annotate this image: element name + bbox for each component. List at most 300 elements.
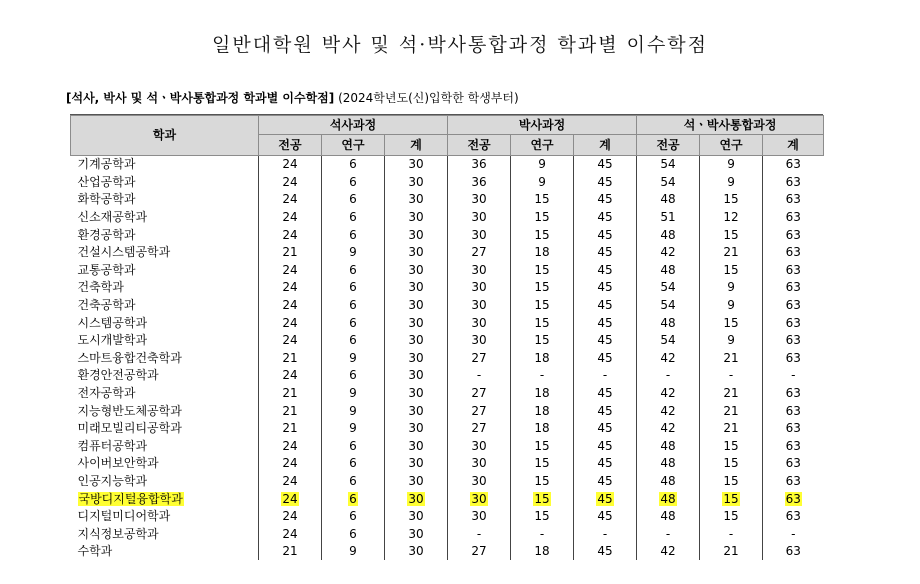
credit-value: 27 <box>471 421 487 436</box>
credit-cell <box>637 226 700 244</box>
credit-cell <box>637 332 700 350</box>
credit-cell <box>574 402 637 420</box>
credit-value: 24 <box>282 491 298 506</box>
credit-value: 9 <box>538 157 546 172</box>
credit-cell <box>511 191 574 209</box>
credit-cell <box>448 490 511 508</box>
credit-value: 24 <box>282 192 298 207</box>
credit-value: 24 <box>282 526 298 541</box>
dept-name: 건축학과 <box>77 280 124 295</box>
credit-cell <box>322 473 385 491</box>
group-header-integrated: 석ㆍ박사통합과정 <box>637 116 824 135</box>
credit-cell <box>385 244 448 262</box>
credit-cell <box>637 209 700 227</box>
credit-cell <box>259 174 322 192</box>
credit-cell <box>259 402 322 420</box>
credit-cell <box>322 244 385 262</box>
credit-cell <box>322 385 385 403</box>
credit-value: 30 <box>471 315 487 330</box>
credit-value: 30 <box>408 403 424 418</box>
credit-cell <box>448 508 511 526</box>
credit-cell <box>511 420 574 438</box>
credit-value: 63 <box>785 210 801 225</box>
credit-value: 18 <box>534 350 550 365</box>
credit-value: - <box>602 368 608 383</box>
sub-header-research: 연구 <box>700 135 763 156</box>
credit-value: 42 <box>660 544 676 559</box>
credit-value: 63 <box>785 456 801 471</box>
credit-cell <box>763 244 824 262</box>
credit-cell <box>574 438 637 456</box>
table-row <box>71 367 824 385</box>
credit-value: 9 <box>727 174 735 189</box>
credit-value: - <box>791 526 796 541</box>
credit-value: 63 <box>785 403 801 418</box>
credit-cell <box>700 191 763 209</box>
credit-cell <box>763 473 824 491</box>
credit-cell <box>637 473 700 491</box>
dept-name: 인공지능학과 <box>77 473 148 488</box>
table-row <box>71 156 824 174</box>
credit-value: 45 <box>597 350 613 365</box>
credit-value: 30 <box>408 544 424 559</box>
credit-cell <box>385 279 448 297</box>
credit-value: 21 <box>282 386 298 401</box>
credit-cell <box>385 174 448 192</box>
table-row <box>71 490 824 508</box>
credit-cell <box>322 297 385 315</box>
credit-value: 6 <box>349 368 357 383</box>
credit-cell <box>259 191 322 209</box>
dept-name: 도시개발학과 <box>77 333 148 348</box>
dept-name: 건축공학과 <box>77 298 136 313</box>
credit-value: 30 <box>408 421 424 436</box>
dept-name-cell <box>71 438 259 456</box>
credit-cell <box>511 174 574 192</box>
credit-cell <box>511 490 574 508</box>
credit-cell <box>448 279 511 297</box>
credit-cell <box>637 191 700 209</box>
credit-value: 27 <box>471 350 487 365</box>
credit-cell <box>448 191 511 209</box>
table-row <box>71 226 824 244</box>
credit-value: 48 <box>660 456 676 471</box>
credit-value: 45 <box>597 438 613 453</box>
credit-value: 15 <box>723 456 739 471</box>
credit-cell <box>448 156 511 174</box>
credit-cell <box>637 279 700 297</box>
dept-name: 시스템공학과 <box>77 315 148 330</box>
credit-value: 9 <box>349 544 357 559</box>
dept-name: 수학과 <box>77 544 113 559</box>
credit-cell <box>385 473 448 491</box>
table-row <box>71 209 824 227</box>
credit-value: 48 <box>660 262 676 277</box>
credit-cell <box>385 402 448 420</box>
group-header-doctoral: 박사과정 <box>448 116 637 135</box>
credit-value: 15 <box>723 315 739 330</box>
credit-cell <box>385 455 448 473</box>
credit-cell <box>637 525 700 543</box>
credit-cell <box>574 191 637 209</box>
credit-cell <box>259 350 322 368</box>
credit-value: 6 <box>349 227 357 242</box>
dept-name-cell <box>71 174 259 192</box>
credit-value: 9 <box>727 298 735 313</box>
credit-value: 15 <box>534 473 550 488</box>
credit-value: 48 <box>660 192 676 207</box>
credit-value: 30 <box>471 456 487 471</box>
credit-value: 6 <box>349 438 357 453</box>
credit-value: 18 <box>534 386 550 401</box>
credit-value: 15 <box>534 315 550 330</box>
dept-name-cell <box>71 191 259 209</box>
credit-cell <box>700 279 763 297</box>
credit-cell <box>637 455 700 473</box>
credit-value: 21 <box>723 544 739 559</box>
credit-cell <box>385 209 448 227</box>
credit-cell <box>259 262 322 280</box>
credit-value: 30 <box>471 509 487 524</box>
credit-value: 30 <box>408 157 424 172</box>
credit-value: 30 <box>408 491 424 506</box>
credit-value: 21 <box>723 350 739 365</box>
credit-cell <box>637 262 700 280</box>
dept-name-cell <box>71 473 259 491</box>
credit-value: 30 <box>471 280 487 295</box>
credit-value: 15 <box>534 456 550 471</box>
credit-value: 15 <box>534 491 550 506</box>
credit-value: 45 <box>597 386 613 401</box>
credit-value: 21 <box>282 544 298 559</box>
credit-cell <box>700 455 763 473</box>
credit-value: 6 <box>349 526 357 541</box>
credit-value: 45 <box>597 227 613 242</box>
credit-cell <box>700 262 763 280</box>
credit-cell <box>511 262 574 280</box>
credit-value: 9 <box>349 386 357 401</box>
credit-value: 15 <box>534 298 550 313</box>
credit-cell <box>763 156 824 174</box>
credit-value: 63 <box>785 386 801 401</box>
credit-cell <box>637 174 700 192</box>
credit-cell <box>763 191 824 209</box>
credit-cell <box>385 367 448 385</box>
credit-cell <box>511 367 574 385</box>
credit-cell <box>574 525 637 543</box>
credits-table <box>70 115 824 560</box>
dept-name-cell <box>71 455 259 473</box>
credit-cell <box>259 156 322 174</box>
sub-header-total: 계 <box>574 135 637 156</box>
credit-value: 48 <box>660 491 676 506</box>
credit-cell <box>574 455 637 473</box>
credit-value: 48 <box>660 509 676 524</box>
credit-value: 21 <box>723 421 739 436</box>
credit-value: 15 <box>534 210 550 225</box>
dept-name-cell <box>71 350 259 368</box>
credit-value: - <box>539 368 545 383</box>
credit-value: 12 <box>723 210 739 225</box>
credit-value: 6 <box>349 262 357 277</box>
credit-cell <box>322 543 385 560</box>
credit-value: 63 <box>785 262 801 277</box>
dept-name-cell <box>71 297 259 315</box>
table-row <box>71 402 824 420</box>
credit-cell <box>448 455 511 473</box>
credit-value: 63 <box>785 280 801 295</box>
credit-cell <box>259 455 322 473</box>
credit-value: 30 <box>408 298 424 313</box>
credit-value: 24 <box>282 473 298 488</box>
credit-value: 9 <box>349 403 357 418</box>
credit-cell <box>574 156 637 174</box>
dept-name-cell <box>71 543 259 560</box>
credit-value: 24 <box>282 157 298 172</box>
credit-cell <box>322 350 385 368</box>
document-title: 일반대학원 박사 및 석·박사통합과정 학과별 이수학점 <box>211 34 709 56</box>
credit-cell <box>511 455 574 473</box>
credit-cell <box>322 525 385 543</box>
group-header-masters: 석사과정 <box>259 116 448 135</box>
credit-value: 30 <box>408 227 424 242</box>
sub-header-total: 계 <box>385 135 448 156</box>
credit-cell <box>700 314 763 332</box>
credit-cell <box>448 473 511 491</box>
table-row <box>71 473 824 491</box>
credit-cell <box>637 490 700 508</box>
dept-name-cell <box>71 525 259 543</box>
credit-cell <box>448 209 511 227</box>
credit-value: 6 <box>349 157 357 172</box>
dept-name-cell <box>71 314 259 332</box>
credit-cell <box>763 174 824 192</box>
credit-value: 48 <box>660 315 676 330</box>
dept-name-cell <box>71 262 259 280</box>
credit-value: 15 <box>534 438 550 453</box>
credit-value: 63 <box>785 509 801 524</box>
dept-name-cell <box>71 402 259 420</box>
dept-name: 환경안전공학과 <box>77 368 159 383</box>
sub-header-major: 전공 <box>259 135 322 156</box>
dept-name-cell <box>71 209 259 227</box>
credit-cell <box>700 244 763 262</box>
credit-value: 45 <box>597 456 613 471</box>
credit-cell <box>322 226 385 244</box>
credit-cell <box>763 402 824 420</box>
dept-name-cell <box>71 226 259 244</box>
credit-cell <box>259 297 322 315</box>
table-row <box>71 279 824 297</box>
credit-cell <box>763 438 824 456</box>
credit-value: 63 <box>785 227 801 242</box>
credit-value: 6 <box>349 473 357 488</box>
dept-name: 화학공학과 <box>77 192 136 207</box>
credit-cell <box>259 438 322 456</box>
credit-value: 45 <box>597 262 613 277</box>
dept-name-cell <box>71 279 259 297</box>
dept-name-cell <box>71 508 259 526</box>
credit-value: 54 <box>660 174 676 189</box>
credit-value: 63 <box>785 350 801 365</box>
credit-cell <box>637 350 700 368</box>
credit-value: 30 <box>408 280 424 295</box>
credit-value: 63 <box>785 473 801 488</box>
credit-cell <box>763 279 824 297</box>
credit-cell <box>637 156 700 174</box>
dept-name: 국방디지털융합학과 <box>78 491 183 506</box>
credit-cell <box>259 332 322 350</box>
credit-value: 36 <box>471 157 487 172</box>
dept-name: 사이버보안학과 <box>77 456 159 471</box>
credit-value: 6 <box>349 192 357 207</box>
credit-value: 45 <box>597 544 613 559</box>
credit-cell <box>511 332 574 350</box>
credit-value: 30 <box>408 174 424 189</box>
credit-cell <box>574 297 637 315</box>
credit-cell <box>763 508 824 526</box>
credit-cell <box>700 226 763 244</box>
credit-cell <box>637 314 700 332</box>
table-row <box>71 525 824 543</box>
sub-header-research: 연구 <box>511 135 574 156</box>
credit-value: 45 <box>597 333 613 348</box>
credit-cell <box>385 332 448 350</box>
credit-value: 21 <box>282 421 298 436</box>
credit-cell <box>574 174 637 192</box>
credit-cell <box>511 438 574 456</box>
credit-value: 18 <box>534 544 550 559</box>
dept-name: 컴퓨터공학과 <box>77 438 148 453</box>
credit-cell <box>637 543 700 560</box>
credit-cell <box>511 314 574 332</box>
credit-cell <box>574 473 637 491</box>
credit-value: 45 <box>597 245 613 260</box>
credit-cell <box>511 543 574 560</box>
dept-name-cell <box>71 332 259 350</box>
credit-cell <box>259 367 322 385</box>
credit-value: 30 <box>471 491 487 506</box>
credit-cell <box>259 525 322 543</box>
credit-cell <box>322 490 385 508</box>
credit-cell <box>448 244 511 262</box>
credit-cell <box>511 209 574 227</box>
dept-name: 환경공학과 <box>77 227 136 242</box>
credit-cell <box>574 226 637 244</box>
table-row <box>71 455 824 473</box>
credit-cell <box>259 473 322 491</box>
credit-cell <box>637 508 700 526</box>
credit-cell <box>448 402 511 420</box>
credit-cell <box>385 226 448 244</box>
credit-value: 54 <box>660 333 676 348</box>
credit-cell <box>511 525 574 543</box>
credit-value: 63 <box>785 544 801 559</box>
credit-cell <box>448 226 511 244</box>
credit-value: 9 <box>727 333 735 348</box>
credit-cell <box>448 297 511 315</box>
credit-value: 6 <box>349 280 357 295</box>
credit-cell <box>448 420 511 438</box>
credit-value: 30 <box>408 438 424 453</box>
credit-cell <box>322 438 385 456</box>
credit-cell <box>322 367 385 385</box>
credit-cell <box>574 385 637 403</box>
credit-value: - <box>728 526 734 541</box>
credit-cell <box>700 543 763 560</box>
credit-cell <box>448 350 511 368</box>
credit-value: 30 <box>471 227 487 242</box>
dept-name-cell <box>71 385 259 403</box>
credit-cell <box>511 508 574 526</box>
credit-cell <box>511 279 574 297</box>
credit-cell <box>385 420 448 438</box>
credit-cell <box>448 525 511 543</box>
credit-value: 30 <box>408 262 424 277</box>
credit-cell <box>574 508 637 526</box>
credit-value: 21 <box>723 386 739 401</box>
credit-value: 27 <box>471 544 487 559</box>
credit-cell <box>385 314 448 332</box>
table-row <box>71 174 824 192</box>
credit-value: 45 <box>597 473 613 488</box>
credit-value: 63 <box>785 333 801 348</box>
credit-cell <box>574 209 637 227</box>
credit-value: 21 <box>282 245 298 260</box>
credit-cell <box>385 438 448 456</box>
credit-value: 30 <box>408 526 424 541</box>
dept-name-cell <box>71 156 259 174</box>
credit-value: 45 <box>597 192 613 207</box>
credit-cell <box>637 438 700 456</box>
credit-value: 51 <box>660 210 676 225</box>
credit-value: 15 <box>534 509 550 524</box>
credit-value: 30 <box>408 333 424 348</box>
table-row <box>71 385 824 403</box>
credit-cell <box>637 385 700 403</box>
credit-value: 24 <box>282 333 298 348</box>
credit-cell <box>322 508 385 526</box>
credit-cell <box>700 473 763 491</box>
table-row <box>71 438 824 456</box>
credit-value: 27 <box>471 386 487 401</box>
credit-value: 24 <box>282 456 298 471</box>
credit-cell <box>637 367 700 385</box>
credit-value: 6 <box>349 333 357 348</box>
credit-cell <box>763 209 824 227</box>
credit-value: 45 <box>597 421 613 436</box>
credit-value: 6 <box>349 491 357 506</box>
credit-cell <box>448 314 511 332</box>
credit-cell <box>385 543 448 560</box>
credit-value: 24 <box>282 298 298 313</box>
credit-cell <box>574 350 637 368</box>
credit-value: 45 <box>597 174 613 189</box>
credit-value: 30 <box>408 509 424 524</box>
credit-value: - <box>476 368 482 383</box>
credit-value: - <box>728 368 734 383</box>
credit-value: 24 <box>282 262 298 277</box>
section-heading <box>66 89 519 106</box>
credit-cell <box>322 279 385 297</box>
credit-value: 42 <box>660 386 676 401</box>
credit-value: 6 <box>349 456 357 471</box>
credit-cell <box>448 385 511 403</box>
section-heading-note: (2024학년도(신)입학한 학생부터) <box>334 91 519 105</box>
credit-value: 24 <box>282 174 298 189</box>
credit-cell <box>700 156 763 174</box>
dept-name: 건설시스템공학과 <box>77 245 171 260</box>
